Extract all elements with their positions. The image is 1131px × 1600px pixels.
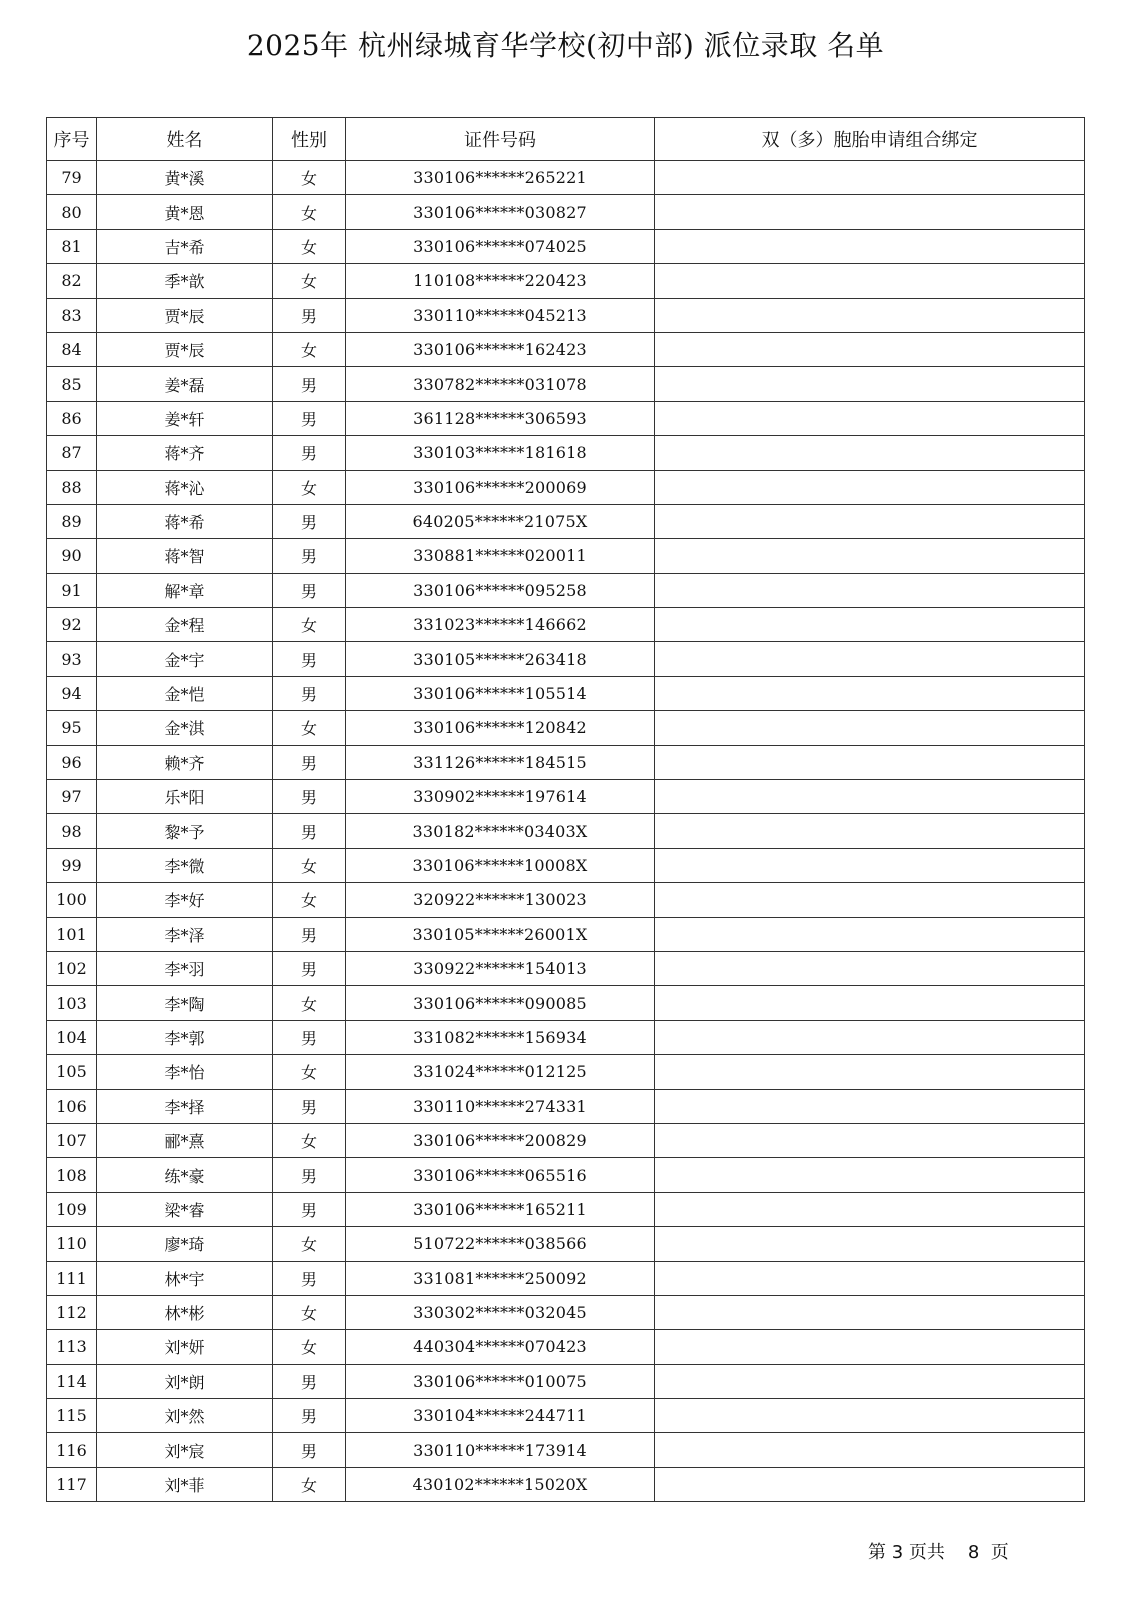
twin-binding-cell bbox=[655, 539, 1085, 573]
gender-cell: 男 bbox=[273, 1020, 346, 1054]
gender-cell: 女 bbox=[273, 1467, 346, 1501]
row-number-cell: 110 bbox=[47, 1227, 97, 1261]
column-header-number: 序号 bbox=[47, 118, 97, 161]
twin-binding-cell bbox=[655, 1364, 1085, 1398]
id-number-cell: 330106******165211 bbox=[346, 1192, 655, 1226]
twin-binding-cell bbox=[655, 780, 1085, 814]
gender-cell: 男 bbox=[273, 573, 346, 607]
row-number-cell: 102 bbox=[47, 951, 97, 985]
id-number-cell: 330881******020011 bbox=[346, 539, 655, 573]
column-header-gender: 性别 bbox=[273, 118, 346, 161]
student-name-cell: 廖*琦 bbox=[97, 1227, 273, 1261]
row-number-cell: 83 bbox=[47, 298, 97, 332]
twin-binding-cell bbox=[655, 1227, 1085, 1261]
student-name-cell: 解*章 bbox=[97, 573, 273, 607]
id-number-cell: 331081******250092 bbox=[346, 1261, 655, 1295]
id-number-cell: 330106******030827 bbox=[346, 195, 655, 229]
table-row bbox=[47, 1295, 1085, 1329]
gender-cell: 男 bbox=[273, 1364, 346, 1398]
id-number-cell: 331126******184515 bbox=[346, 745, 655, 779]
row-number-cell: 89 bbox=[47, 504, 97, 538]
id-number-cell: 330106******074025 bbox=[346, 229, 655, 263]
gender-cell: 男 bbox=[273, 539, 346, 573]
table-row bbox=[47, 676, 1085, 710]
twin-binding-cell bbox=[655, 883, 1085, 917]
gender-cell: 男 bbox=[273, 676, 346, 710]
twin-binding-cell bbox=[655, 229, 1085, 263]
student-name-cell: 郦*熹 bbox=[97, 1123, 273, 1157]
twin-binding-cell bbox=[655, 332, 1085, 366]
student-name-cell: 吉*希 bbox=[97, 229, 273, 263]
student-name-cell: 赖*齐 bbox=[97, 745, 273, 779]
row-number-cell: 115 bbox=[47, 1399, 97, 1433]
id-number-cell: 330110******173914 bbox=[346, 1433, 655, 1467]
gender-cell: 女 bbox=[273, 986, 346, 1020]
id-number-cell: 330106******010075 bbox=[346, 1364, 655, 1398]
twin-binding-cell bbox=[655, 1158, 1085, 1192]
student-name-cell: 李*择 bbox=[97, 1089, 273, 1123]
row-number-cell: 90 bbox=[47, 539, 97, 573]
row-number-cell: 99 bbox=[47, 848, 97, 882]
twin-binding-cell bbox=[655, 711, 1085, 745]
student-name-cell: 林*宇 bbox=[97, 1261, 273, 1295]
student-name-cell: 金*程 bbox=[97, 608, 273, 642]
row-number-cell: 95 bbox=[47, 711, 97, 745]
gender-cell: 男 bbox=[273, 1433, 346, 1467]
table-row bbox=[47, 608, 1085, 642]
gender-cell: 男 bbox=[273, 1261, 346, 1295]
current-page-number: 3 bbox=[891, 1542, 904, 1563]
student-name-cell: 李*怡 bbox=[97, 1055, 273, 1089]
table-row bbox=[47, 1192, 1085, 1226]
twin-binding-cell bbox=[655, 1295, 1085, 1329]
id-number-cell: 330922******154013 bbox=[346, 951, 655, 985]
table-row bbox=[47, 539, 1085, 573]
row-number-cell: 85 bbox=[47, 367, 97, 401]
gender-cell: 女 bbox=[273, 848, 346, 882]
row-number-cell: 117 bbox=[47, 1467, 97, 1501]
row-number-cell: 112 bbox=[47, 1295, 97, 1329]
student-name-cell: 刘*朗 bbox=[97, 1364, 273, 1398]
row-number-cell: 103 bbox=[47, 986, 97, 1020]
id-number-cell: 330302******032045 bbox=[346, 1295, 655, 1329]
table-row bbox=[47, 814, 1085, 848]
gender-cell: 女 bbox=[273, 883, 346, 917]
gender-cell: 男 bbox=[273, 917, 346, 951]
table-row bbox=[47, 1227, 1085, 1261]
gender-cell: 男 bbox=[273, 401, 346, 435]
row-number-cell: 82 bbox=[47, 264, 97, 298]
student-name-cell: 林*彬 bbox=[97, 1295, 273, 1329]
id-number-cell: 330106******265221 bbox=[346, 161, 655, 195]
row-number-cell: 94 bbox=[47, 676, 97, 710]
column-header-id: 证件号码 bbox=[346, 118, 655, 161]
student-name-cell: 李*微 bbox=[97, 848, 273, 882]
table-row bbox=[47, 1364, 1085, 1398]
id-number-cell: 110108******220423 bbox=[346, 264, 655, 298]
student-name-cell: 金*淇 bbox=[97, 711, 273, 745]
twin-binding-cell bbox=[655, 401, 1085, 435]
id-number-cell: 330106******090085 bbox=[346, 986, 655, 1020]
gender-cell: 男 bbox=[273, 814, 346, 848]
table-row bbox=[47, 745, 1085, 779]
table-row bbox=[47, 711, 1085, 745]
twin-binding-cell bbox=[655, 1261, 1085, 1295]
twin-binding-cell bbox=[655, 264, 1085, 298]
table-row bbox=[47, 780, 1085, 814]
gender-cell: 女 bbox=[273, 332, 346, 366]
id-number-cell: 330110******045213 bbox=[346, 298, 655, 332]
id-number-cell: 330106******200829 bbox=[346, 1123, 655, 1157]
row-number-cell: 80 bbox=[47, 195, 97, 229]
row-number-cell: 79 bbox=[47, 161, 97, 195]
twin-binding-cell bbox=[655, 1399, 1085, 1433]
twin-binding-cell bbox=[655, 848, 1085, 882]
twin-binding-cell bbox=[655, 470, 1085, 504]
row-number-cell: 92 bbox=[47, 608, 97, 642]
student-name-cell: 黄*溪 bbox=[97, 161, 273, 195]
table-row bbox=[47, 1261, 1085, 1295]
gender-cell: 女 bbox=[273, 608, 346, 642]
table-row bbox=[47, 917, 1085, 951]
gender-cell: 男 bbox=[273, 367, 346, 401]
twin-binding-cell bbox=[655, 642, 1085, 676]
student-name-cell: 金*恺 bbox=[97, 676, 273, 710]
gender-cell: 男 bbox=[273, 1192, 346, 1226]
twin-binding-cell bbox=[655, 195, 1085, 229]
id-number-cell: 331023******146662 bbox=[346, 608, 655, 642]
twin-binding-cell bbox=[655, 814, 1085, 848]
twin-binding-cell bbox=[655, 951, 1085, 985]
table-row bbox=[47, 161, 1085, 195]
student-name-cell: 李*郭 bbox=[97, 1020, 273, 1054]
student-name-cell: 刘*菲 bbox=[97, 1467, 273, 1501]
student-name-cell: 蒋*沁 bbox=[97, 470, 273, 504]
twin-binding-cell bbox=[655, 504, 1085, 538]
gender-cell: 男 bbox=[273, 1158, 346, 1192]
twin-binding-cell bbox=[655, 298, 1085, 332]
table-row bbox=[47, 642, 1085, 676]
gender-cell: 男 bbox=[273, 780, 346, 814]
table-row bbox=[47, 1055, 1085, 1089]
twin-binding-cell bbox=[655, 1192, 1085, 1226]
student-name-cell: 金*宇 bbox=[97, 642, 273, 676]
table-row bbox=[47, 883, 1085, 917]
row-number-cell: 108 bbox=[47, 1158, 97, 1192]
student-name-cell: 李*羽 bbox=[97, 951, 273, 985]
row-number-cell: 97 bbox=[47, 780, 97, 814]
footer-suffix: 页 bbox=[990, 1542, 1009, 1563]
twin-binding-cell bbox=[655, 1467, 1085, 1501]
row-number-cell: 116 bbox=[47, 1433, 97, 1467]
row-number-cell: 91 bbox=[47, 573, 97, 607]
table-row bbox=[47, 1467, 1085, 1501]
id-number-cell: 330104******244711 bbox=[346, 1399, 655, 1433]
twin-binding-cell bbox=[655, 1055, 1085, 1089]
twin-binding-cell bbox=[655, 1330, 1085, 1364]
table-row bbox=[47, 367, 1085, 401]
id-number-cell: 330106******200069 bbox=[346, 470, 655, 504]
gender-cell: 女 bbox=[273, 1227, 346, 1261]
id-number-cell: 361128******306593 bbox=[346, 401, 655, 435]
twin-binding-cell bbox=[655, 676, 1085, 710]
id-number-cell: 330106******10008X bbox=[346, 848, 655, 882]
table-row bbox=[47, 1158, 1085, 1192]
twin-binding-cell bbox=[655, 367, 1085, 401]
id-number-cell: 330902******197614 bbox=[346, 780, 655, 814]
student-name-cell: 乐*阳 bbox=[97, 780, 273, 814]
row-number-cell: 81 bbox=[47, 229, 97, 263]
student-name-cell: 刘*妍 bbox=[97, 1330, 273, 1364]
gender-cell: 女 bbox=[273, 264, 346, 298]
gender-cell: 男 bbox=[273, 1399, 346, 1433]
id-number-cell: 330106******065516 bbox=[346, 1158, 655, 1192]
row-number-cell: 111 bbox=[47, 1261, 97, 1295]
id-number-cell: 330106******120842 bbox=[346, 711, 655, 745]
twin-binding-cell bbox=[655, 1020, 1085, 1054]
student-name-cell: 蒋*希 bbox=[97, 504, 273, 538]
gender-cell: 女 bbox=[273, 470, 346, 504]
id-number-cell: 330106******105514 bbox=[346, 676, 655, 710]
student-name-cell: 练*豪 bbox=[97, 1158, 273, 1192]
twin-binding-cell bbox=[655, 436, 1085, 470]
id-number-cell: 330182******03403X bbox=[346, 814, 655, 848]
id-number-cell: 330105******26001X bbox=[346, 917, 655, 951]
twin-binding-cell bbox=[655, 1433, 1085, 1467]
row-number-cell: 100 bbox=[47, 883, 97, 917]
id-number-cell: 640205******21075X bbox=[346, 504, 655, 538]
gender-cell: 男 bbox=[273, 436, 346, 470]
row-number-cell: 105 bbox=[47, 1055, 97, 1089]
row-number-cell: 109 bbox=[47, 1192, 97, 1226]
id-number-cell: 510722******038566 bbox=[346, 1227, 655, 1261]
table-row bbox=[47, 1123, 1085, 1157]
id-number-cell: 330106******162423 bbox=[346, 332, 655, 366]
table-row bbox=[47, 264, 1085, 298]
row-number-cell: 86 bbox=[47, 401, 97, 435]
id-number-cell: 330106******095258 bbox=[346, 573, 655, 607]
gender-cell: 男 bbox=[273, 504, 346, 538]
table-row bbox=[47, 401, 1085, 435]
row-number-cell: 104 bbox=[47, 1020, 97, 1054]
table-row bbox=[47, 229, 1085, 263]
row-number-cell: 114 bbox=[47, 1364, 97, 1398]
row-number-cell: 113 bbox=[47, 1330, 97, 1364]
gender-cell: 女 bbox=[273, 711, 346, 745]
table-row bbox=[47, 436, 1085, 470]
twin-binding-cell bbox=[655, 1123, 1085, 1157]
table-row bbox=[47, 298, 1085, 332]
footer-middle: 页共 bbox=[908, 1542, 945, 1563]
gender-cell: 女 bbox=[273, 1055, 346, 1089]
total-pages-number: 8 bbox=[967, 1542, 980, 1563]
row-number-cell: 87 bbox=[47, 436, 97, 470]
id-number-cell: 330105******263418 bbox=[346, 642, 655, 676]
student-name-cell: 刘*宸 bbox=[97, 1433, 273, 1467]
row-number-cell: 98 bbox=[47, 814, 97, 848]
student-name-cell: 黄*恩 bbox=[97, 195, 273, 229]
student-name-cell: 李*泽 bbox=[97, 917, 273, 951]
table-row bbox=[47, 1089, 1085, 1123]
gender-cell: 女 bbox=[273, 1330, 346, 1364]
student-name-cell: 蒋*智 bbox=[97, 539, 273, 573]
table-body bbox=[47, 161, 1085, 1502]
table-row bbox=[47, 332, 1085, 366]
twin-binding-cell bbox=[655, 161, 1085, 195]
table-row bbox=[47, 195, 1085, 229]
row-number-cell: 101 bbox=[47, 917, 97, 951]
student-name-cell: 李*好 bbox=[97, 883, 273, 917]
twin-binding-cell bbox=[655, 573, 1085, 607]
student-name-cell: 梁*睿 bbox=[97, 1192, 273, 1226]
student-name-cell: 姜*轩 bbox=[97, 401, 273, 435]
student-name-cell: 蒋*齐 bbox=[97, 436, 273, 470]
twin-binding-cell bbox=[655, 745, 1085, 779]
table-row bbox=[47, 1330, 1085, 1364]
student-name-cell: 姜*磊 bbox=[97, 367, 273, 401]
column-header-name: 姓名 bbox=[97, 118, 273, 161]
table-header-row bbox=[47, 118, 1085, 161]
id-number-cell: 330103******181618 bbox=[346, 436, 655, 470]
table-row bbox=[47, 1020, 1085, 1054]
row-number-cell: 88 bbox=[47, 470, 97, 504]
row-number-cell: 96 bbox=[47, 745, 97, 779]
gender-cell: 女 bbox=[273, 195, 346, 229]
id-number-cell: 430102******15020X bbox=[346, 1467, 655, 1501]
id-number-cell: 330110******274331 bbox=[346, 1089, 655, 1123]
admission-table bbox=[46, 117, 1085, 1502]
row-number-cell: 106 bbox=[47, 1089, 97, 1123]
student-name-cell: 黎*予 bbox=[97, 814, 273, 848]
table-row bbox=[47, 504, 1085, 538]
row-number-cell: 93 bbox=[47, 642, 97, 676]
gender-cell: 女 bbox=[273, 229, 346, 263]
id-number-cell: 331024******012125 bbox=[346, 1055, 655, 1089]
id-number-cell: 320922******130023 bbox=[346, 883, 655, 917]
id-number-cell: 330782******031078 bbox=[346, 367, 655, 401]
twin-binding-cell bbox=[655, 917, 1085, 951]
table-row bbox=[47, 848, 1085, 882]
gender-cell: 女 bbox=[273, 161, 346, 195]
gender-cell: 男 bbox=[273, 951, 346, 985]
gender-cell: 男 bbox=[273, 298, 346, 332]
gender-cell: 女 bbox=[273, 1295, 346, 1329]
gender-cell: 男 bbox=[273, 642, 346, 676]
table-row bbox=[47, 951, 1085, 985]
gender-cell: 男 bbox=[273, 745, 346, 779]
student-name-cell: 贾*辰 bbox=[97, 298, 273, 332]
twin-binding-cell bbox=[655, 986, 1085, 1020]
table-row bbox=[47, 573, 1085, 607]
row-number-cell: 84 bbox=[47, 332, 97, 366]
student-name-cell: 贾*辰 bbox=[97, 332, 273, 366]
student-name-cell: 季*歆 bbox=[97, 264, 273, 298]
twin-binding-cell bbox=[655, 1089, 1085, 1123]
id-number-cell: 331082******156934 bbox=[346, 1020, 655, 1054]
id-number-cell: 440304******070423 bbox=[346, 1330, 655, 1364]
gender-cell: 男 bbox=[273, 1089, 346, 1123]
gender-cell: 女 bbox=[273, 1123, 346, 1157]
column-header-twin-binding: 双（多）胞胎申请组合绑定 bbox=[655, 118, 1085, 161]
document-title: 2025年 杭州绿城育华学校(初中部) 派位录取 名单 bbox=[246, 29, 885, 62]
table-row bbox=[47, 1399, 1085, 1433]
student-name-cell: 李*陶 bbox=[97, 986, 273, 1020]
table-row bbox=[47, 986, 1085, 1020]
twin-binding-cell bbox=[655, 608, 1085, 642]
row-number-cell: 107 bbox=[47, 1123, 97, 1157]
page-footer bbox=[868, 1538, 1009, 1564]
footer-prefix: 第 bbox=[868, 1542, 886, 1563]
table-row bbox=[47, 470, 1085, 504]
student-name-cell: 刘*然 bbox=[97, 1399, 273, 1433]
table-row bbox=[47, 1433, 1085, 1467]
